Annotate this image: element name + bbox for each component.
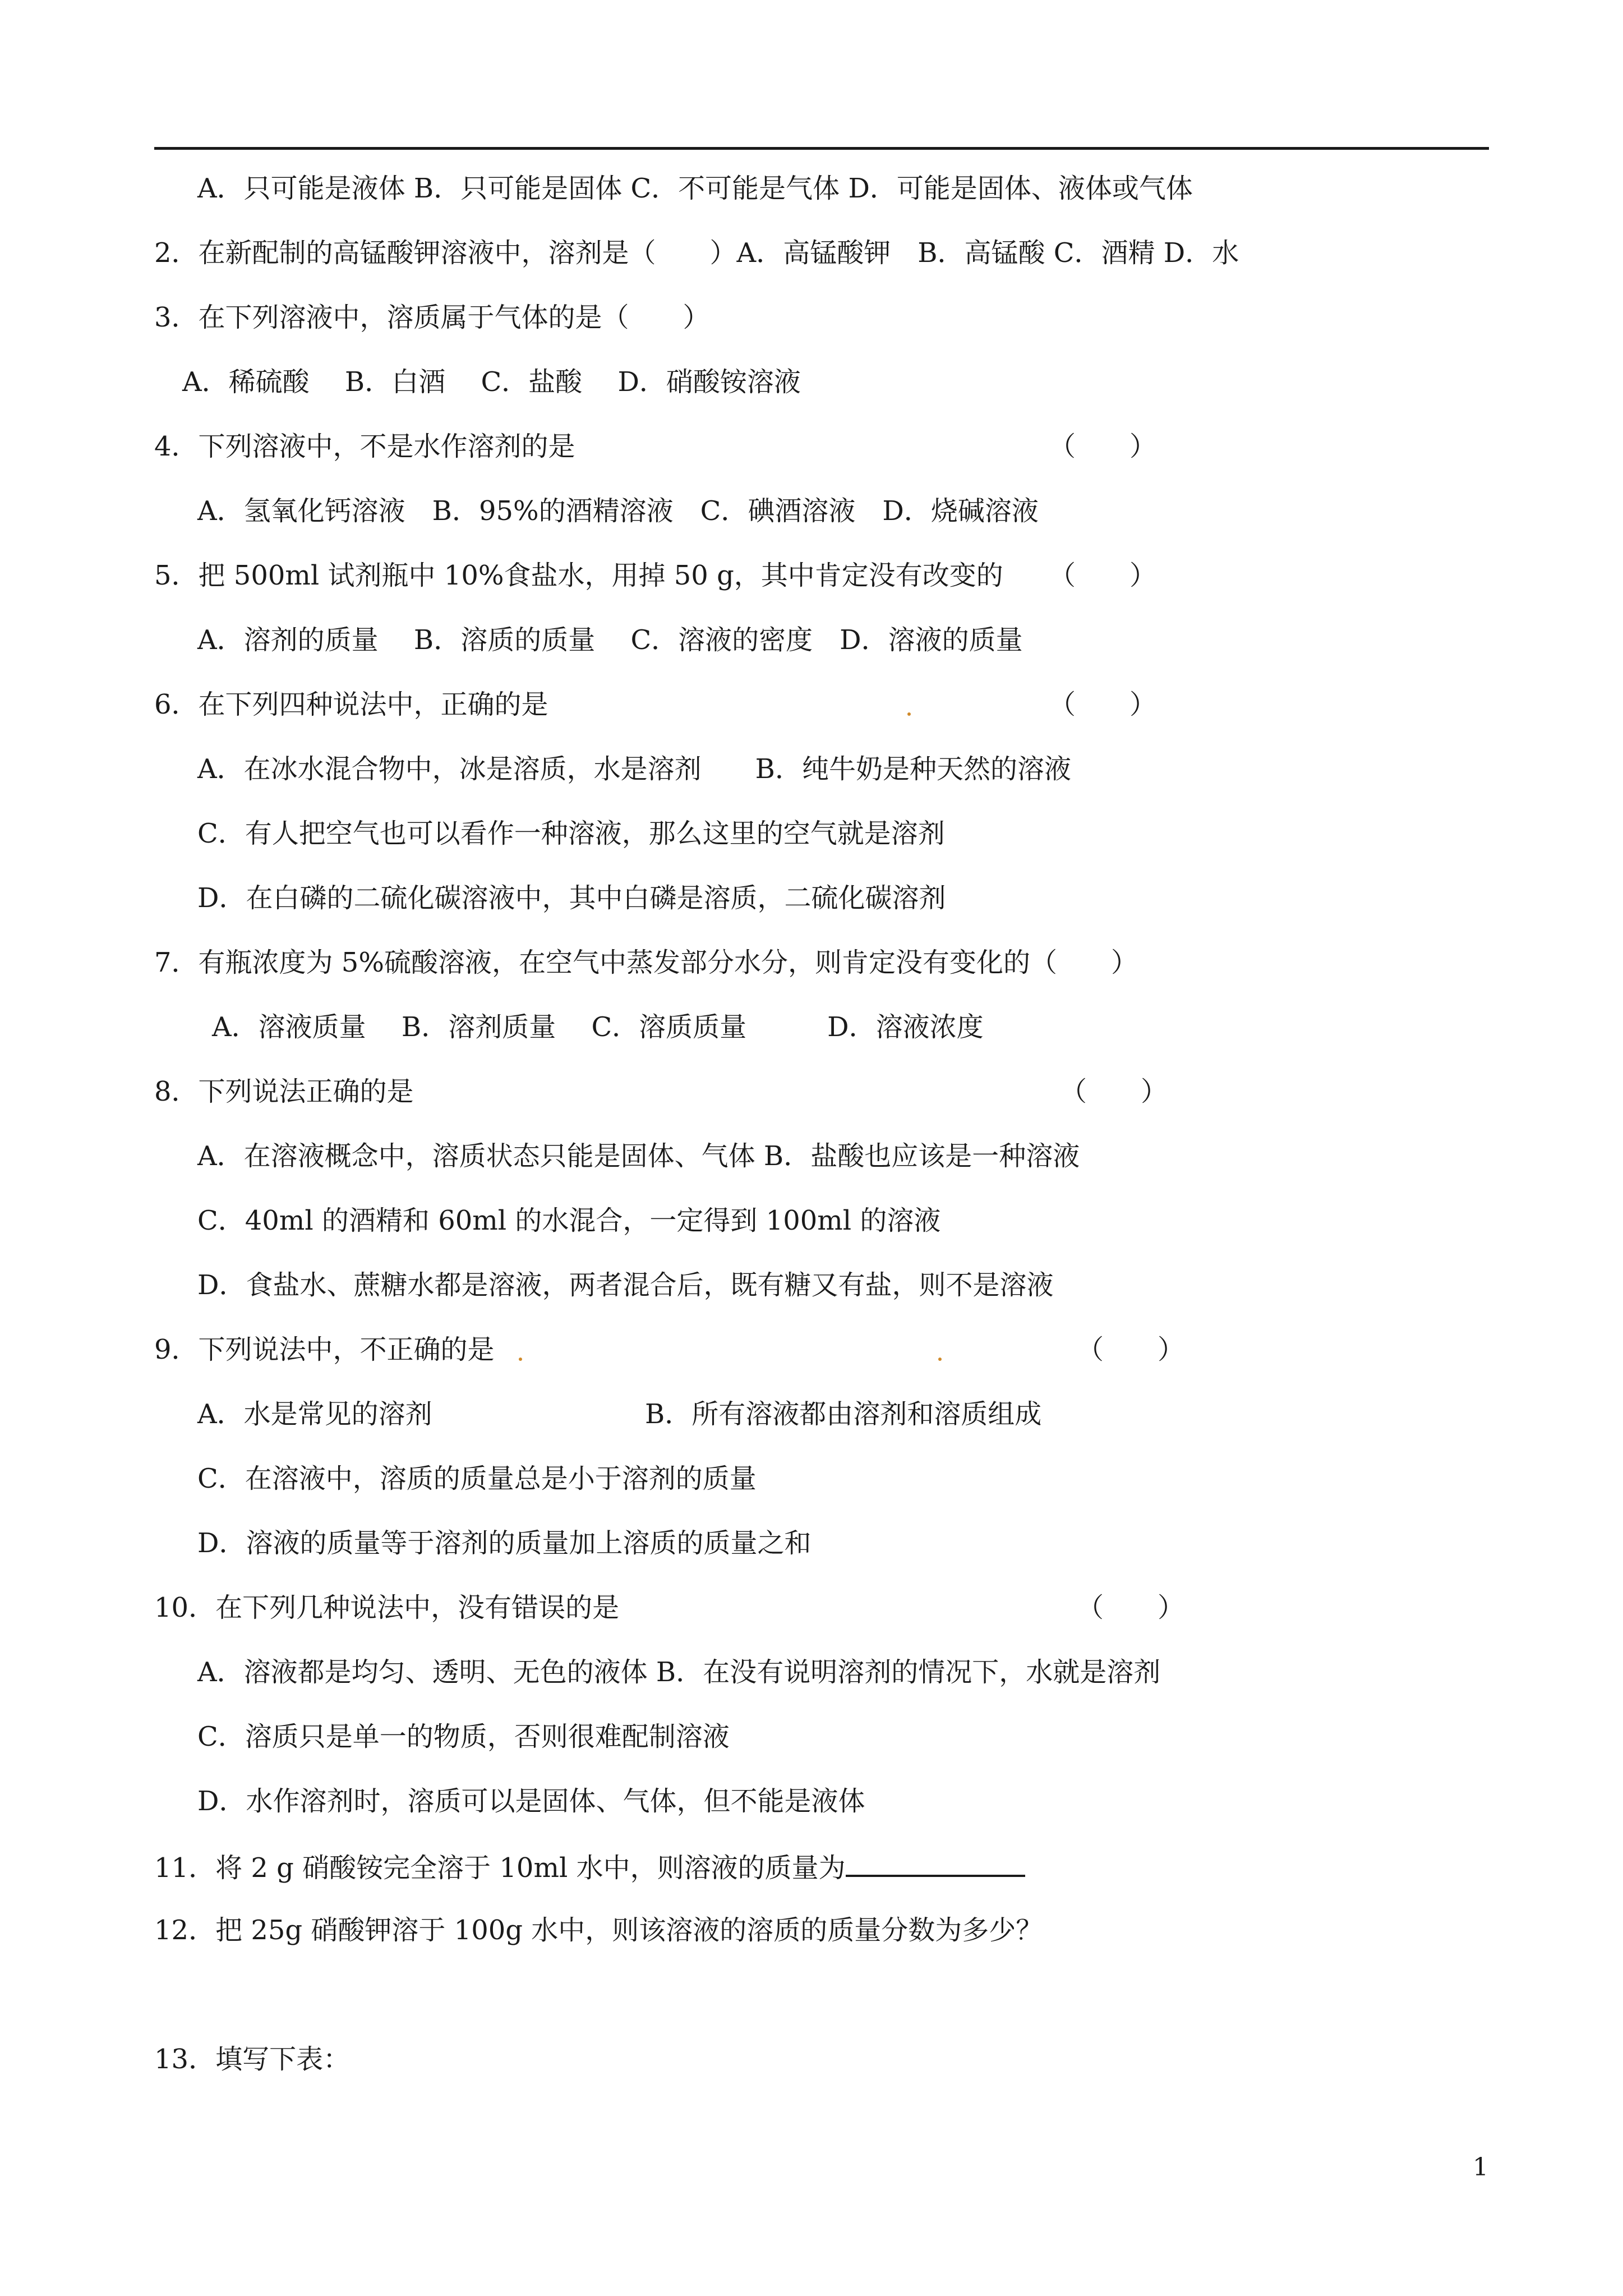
q10-option-c: C．溶质只是单一的物质，否则很难配制溶液: [197, 1721, 730, 1752]
q6-option-ab: A．在冰水混合物中，冰是溶质，水是溶剂 B．纯牛奶是种天然的溶液: [197, 753, 1071, 785]
header-rule: [154, 147, 1489, 150]
q8-option-d: D．食盐水、蔗糖水都是溶液，两者混合后，既有糖又有盐，则不是溶液: [197, 1269, 1054, 1301]
q4-answer-bracket: （ ）: [1049, 431, 1157, 462]
q5-options: A．溶剂的质量 B．溶质的质量 C．溶液的密度 D．溶液的质量: [197, 624, 1023, 656]
q1-options: A．只可能是液体 B．只可能是固体 C．不可能是气体 D．可能是固体、液体或气体: [197, 173, 1193, 204]
stray-dot: [907, 712, 911, 716]
q10-option-d: D．水作溶剂时，溶质可以是固体、气体，但不能是液体: [197, 1786, 865, 1817]
q7-options: A．溶液质量 B．溶剂质量 C．溶质质量 D．溶液浓度: [212, 1011, 984, 1043]
q9-answer-bracket: （ ）: [1077, 1334, 1185, 1365]
page-number: 1: [1473, 2153, 1488, 2182]
q9-option-c: C．在溶液中，溶质的质量总是小于溶剂的质量: [197, 1463, 757, 1494]
q11-text: [154, 1849, 1025, 1885]
q9-option-a: A．水是常见的溶剂: [197, 1398, 432, 1430]
q13-text: 13．填写下表：: [154, 2044, 351, 2075]
q10-text: 10．在下列几种说法中，没有错误的是: [154, 1592, 620, 1623]
q11-answer-blank[interactable]: [846, 1849, 1025, 1877]
q6-option-d: D．在白磷的二硫化碳溶液中，其中白磷是溶质，二硫化碳溶剂: [197, 882, 946, 914]
q8-text: 8．下列说法正确的是: [154, 1076, 414, 1107]
q8-option-c: C．40ml 的酒精和 60ml 的水混合，一定得到 100ml 的溶液: [197, 1205, 941, 1236]
q4-text: 4．下列溶液中，不是水作溶剂的是: [154, 431, 575, 462]
stray-dot: [938, 1358, 942, 1361]
q2-text: 2．在新配制的高锰酸钾溶液中，溶剂是（ ）A．高锰酸钾 B．高锰酸 C．酒精 D．水: [154, 237, 1239, 269]
stray-dot: [519, 1358, 522, 1361]
q5-answer-bracket: （ ）: [1049, 560, 1157, 591]
q12-text: 12．把 25g 硝酸钾溶于 100g 水中，则该溶液的溶质的质量分数为多少？: [154, 1915, 1043, 1946]
q3-text: 3．在下列溶液中，溶质属于气体的是（ ）: [154, 302, 710, 333]
q9-option-b: B．所有溶液都由溶剂和溶质组成: [645, 1398, 1042, 1430]
q4-options: A．氢氧化钙溶液 B．95%的酒精溶液 C．碘酒溶液 D．烧碱溶液: [197, 495, 1039, 527]
q6-option-c: C．有人把空气也可以看作一种溶液，那么这里的空气就是溶剂: [197, 818, 945, 849]
q6-text: 6．在下列四种说法中，正确的是: [154, 689, 548, 720]
q9-text: 9．下列说法中，不正确的是: [154, 1334, 495, 1365]
q3-options: A．稀硫酸 B．白酒 C．盐酸 D．硝酸铵溶液: [182, 366, 801, 398]
q10-answer-bracket: （ ）: [1077, 1592, 1185, 1623]
q10-option-ab: A．溶液都是均匀、透明、无色的液体 B．在没有说明溶剂的情况下，水就是溶剂: [197, 1657, 1161, 1688]
q11-prompt: 11．将 2 g 硝酸铵完全溶于 10ml 水中，则溶液的质量为: [154, 1852, 846, 1884]
q7-text: 7．有瓶浓度为 5%硫酸溶液，在空气中蒸发部分水分，则肯定没有变化的（ ）: [154, 947, 1138, 978]
q6-answer-bracket: （ ）: [1049, 689, 1157, 720]
q8-option-ab: A．在溶液概念中，溶质状态只能是固体、气体 B．盐酸也应该是一种溶液: [197, 1140, 1080, 1172]
q5-text: 5．把 500ml 试剂瓶中 10%食盐水，用掉 50 g，其中肯定没有改变的: [154, 560, 1003, 591]
q8-answer-bracket: （ ）: [1060, 1076, 1168, 1107]
q9-option-d: D．溶液的质量等于溶剂的质量加上溶质的质量之和: [197, 1527, 811, 1559]
